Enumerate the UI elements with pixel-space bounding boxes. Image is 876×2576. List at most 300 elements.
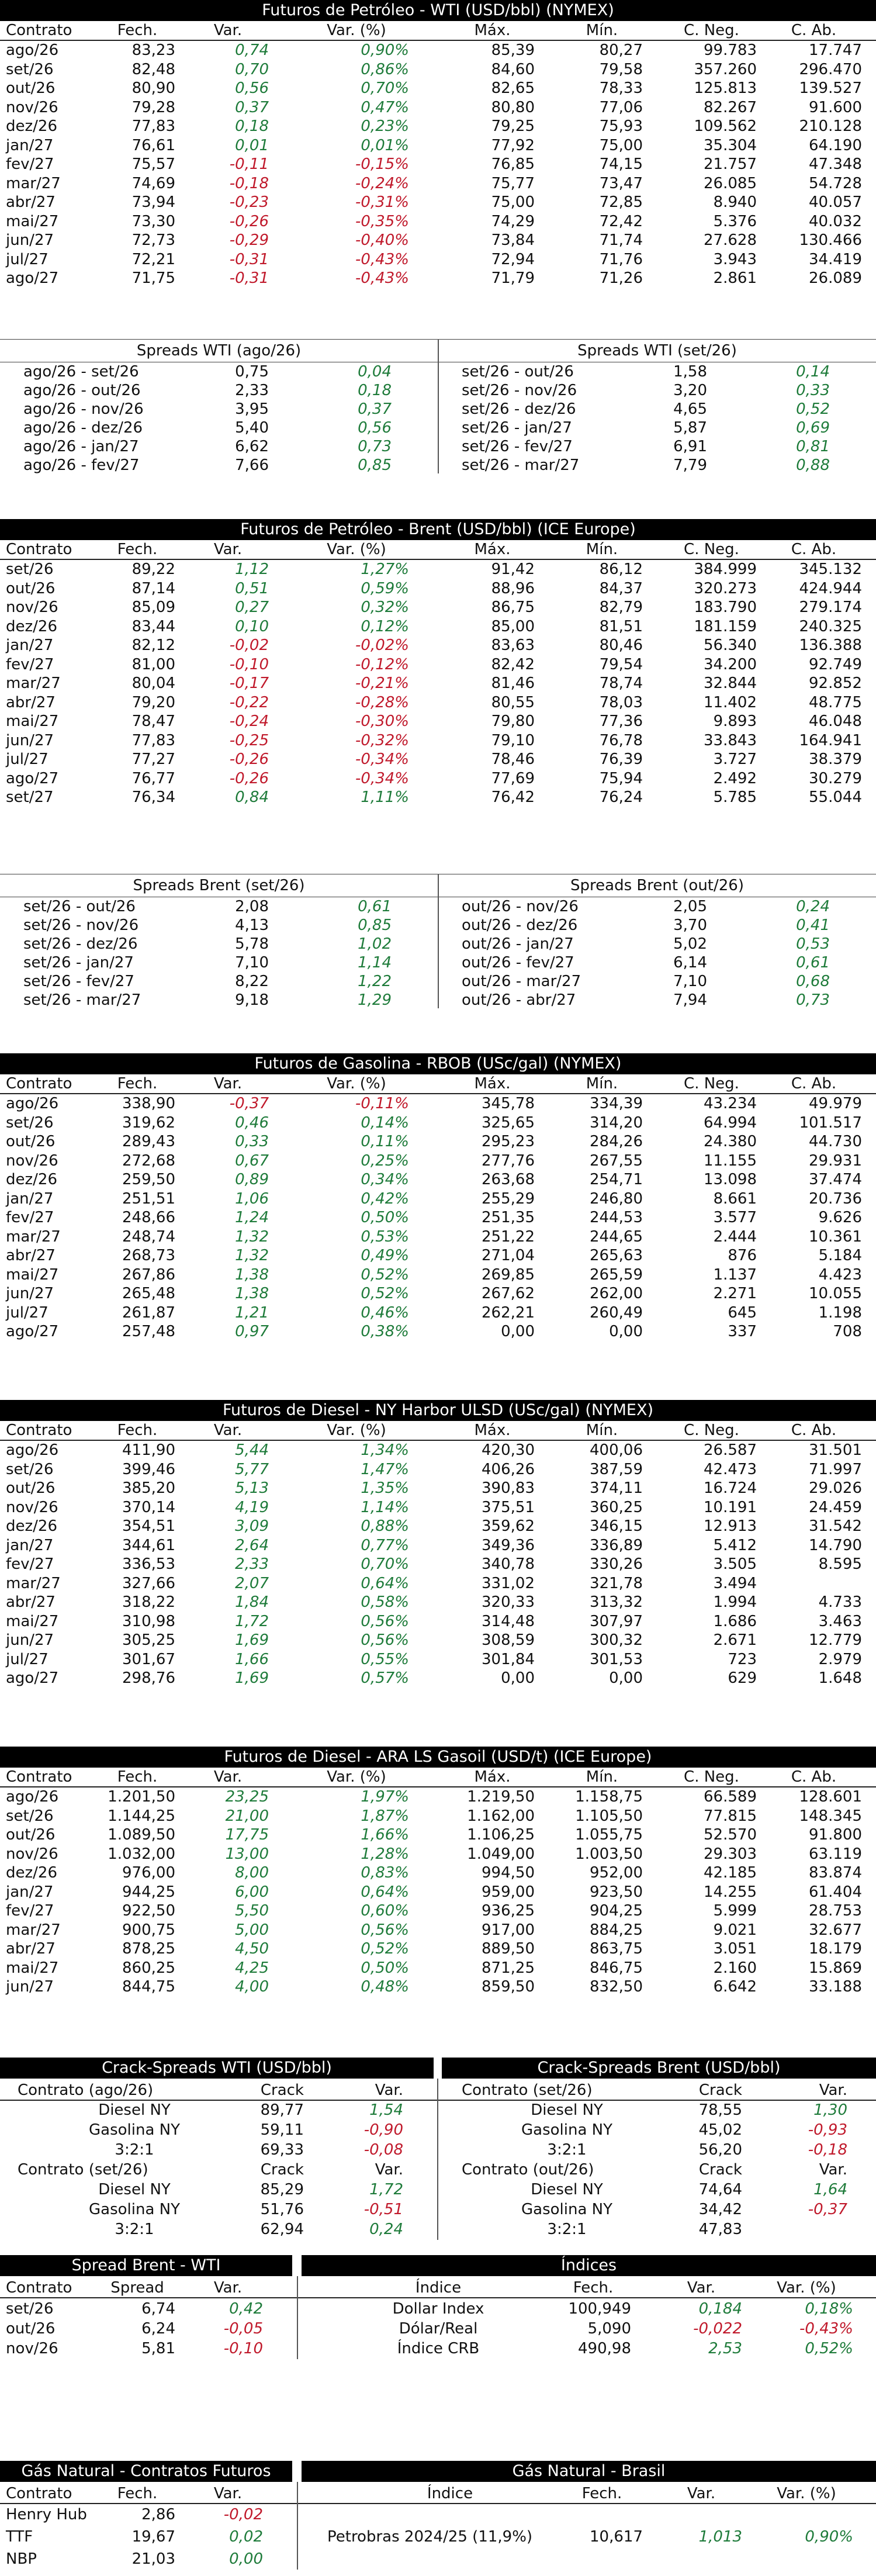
column-header: Spread <box>110 2279 164 2297</box>
cell: 3.051 <box>713 1940 757 1958</box>
cell: 0,70% <box>361 1555 409 1573</box>
cell: 77.815 <box>704 1807 757 1825</box>
cell: 1.049,00 <box>467 1845 535 1863</box>
cell: 0,46 <box>235 1114 269 1132</box>
column-header: Mín. <box>586 22 618 39</box>
cell: 12.779 <box>809 1631 862 1649</box>
table-row <box>0 1883 876 1902</box>
column-header: C. Neg. <box>684 22 739 39</box>
cell: out/26 <box>6 1826 56 1844</box>
crack-contract: Contrato (set/26) <box>462 2081 593 2099</box>
crack-title-brent: Crack-Spreads Brent (USD/bbl) <box>442 2058 876 2079</box>
cell: 277,76 <box>482 1152 535 1170</box>
cell: 0,56% <box>361 1612 409 1630</box>
cell: 1.198 <box>818 1303 862 1322</box>
cell: 0,00 <box>501 1323 535 1340</box>
cell: 0,84 <box>235 789 269 806</box>
table-row <box>0 579 876 599</box>
cell: 248,66 <box>122 1209 175 1226</box>
cell: 390,83 <box>482 1479 535 1497</box>
cell: 0,77% <box>361 1536 409 1554</box>
cell: -0,29 <box>229 231 269 249</box>
column-headers <box>0 1074 876 1094</box>
cell: 248,74 <box>122 1228 175 1246</box>
cell: 878,25 <box>122 1940 175 1958</box>
cell: 79,10 <box>491 731 535 749</box>
table-row <box>0 1631 876 1650</box>
cell: 76,24 <box>599 789 643 806</box>
spread-change: 0,81 <box>796 438 830 455</box>
cell: 314,48 <box>482 1612 535 1630</box>
cell: 83,23 <box>131 42 175 59</box>
column-header: Contrato <box>6 1075 72 1092</box>
spreads-brent <box>0 874 876 1009</box>
cell: 314,20 <box>590 1114 643 1132</box>
cell: 0,59% <box>361 579 409 597</box>
column-header: Contrato <box>6 541 72 558</box>
table-row <box>0 693 876 713</box>
cell: 15.869 <box>809 1959 862 1977</box>
cell: fev/27 <box>6 155 54 173</box>
cell: 0,60% <box>361 1902 409 1920</box>
cell: 0,01% <box>361 136 409 154</box>
table-row <box>0 231 876 250</box>
cell: 91.600 <box>809 98 862 116</box>
table-row <box>0 1574 876 1593</box>
cell: 89,22 <box>131 561 175 578</box>
crack-product: 3:2:1 <box>115 2221 154 2238</box>
futures-table-brent <box>0 519 876 807</box>
cell: 5,50 <box>235 1902 269 1920</box>
cell: 77,92 <box>491 136 535 154</box>
cell: 27.628 <box>704 231 757 249</box>
cell: 5.412 <box>713 1536 757 1554</box>
cell: 0,52% <box>361 1265 409 1284</box>
cell: 88,96 <box>491 579 535 597</box>
crack-change: -0,90 <box>363 2121 403 2139</box>
cell: jul/27 <box>6 1303 49 1322</box>
table-row <box>0 1322 876 1341</box>
crack-product: Gasolina NY <box>89 2201 180 2218</box>
cell: 1.162,00 <box>467 1807 535 1825</box>
table-row <box>0 212 876 231</box>
cell: dez/26 <box>6 117 57 135</box>
cell: nov/26 <box>6 2340 58 2357</box>
cell: 76,77 <box>131 769 175 787</box>
cell: 130.466 <box>799 231 862 249</box>
cell: 0,90% <box>361 42 409 59</box>
spread-value: 4,13 <box>235 917 269 934</box>
cell: 1,35% <box>361 1479 409 1497</box>
cell: 318,22 <box>122 1593 175 1611</box>
cell: 976,00 <box>122 1864 175 1882</box>
cell: 959,00 <box>482 1883 535 1901</box>
cell: 78,46 <box>491 751 535 768</box>
cell: 0,55% <box>361 1650 409 1668</box>
cell: 0,74 <box>235 42 269 59</box>
cell: 860,25 <box>122 1959 175 1977</box>
cell: 1,38 <box>235 1285 269 1302</box>
spread-pair: out/26 - mar/27 <box>462 973 581 990</box>
column-header: C. Neg. <box>684 1075 739 1092</box>
cell: 4,25 <box>235 1959 269 1977</box>
table-row <box>0 1208 876 1228</box>
column-header: Fech. <box>117 541 158 558</box>
cell: 337 <box>728 1323 757 1340</box>
cell: 871,25 <box>482 1959 535 1977</box>
spread-pair: out/26 - fev/27 <box>462 954 574 971</box>
column-header: Índice <box>415 2279 462 2297</box>
cell: 310,98 <box>122 1612 175 1630</box>
column-header: Var. (%) <box>777 2279 836 2297</box>
table-row <box>0 769 876 789</box>
cell: 0,53% <box>361 1228 409 1246</box>
cell: 136.388 <box>799 637 862 654</box>
column-header: Var. <box>687 2279 716 2297</box>
column-header: Fech. <box>117 1768 158 1786</box>
cell: 31.542 <box>809 1517 862 1535</box>
table-row <box>0 598 876 617</box>
cell: 76,85 <box>491 155 535 173</box>
spread-change: 0,73 <box>358 438 392 455</box>
cell: -0,25 <box>229 731 269 749</box>
cell: 0,86% <box>361 60 409 78</box>
cell: mai/27 <box>6 1265 59 1284</box>
column-header: Fech. <box>117 22 158 39</box>
cell: 279.174 <box>799 599 862 616</box>
header-row <box>0 2278 876 2298</box>
cell: 30.279 <box>809 769 862 787</box>
column-header: Máx. <box>474 22 511 39</box>
table-title: Futuros de Diesel - ARA LS Gasoil (USD/t) (ICE Europe) <box>0 1747 876 1768</box>
cell: 8.595 <box>818 1555 862 1573</box>
crack-label: Crack <box>260 2081 304 2099</box>
cell: 74,29 <box>491 212 535 230</box>
cell: 399,46 <box>122 1460 175 1478</box>
cell: -0,22 <box>229 693 269 711</box>
cell: 83,63 <box>491 637 535 654</box>
crack-change: -0,08 <box>363 2141 403 2159</box>
cell: 73,94 <box>131 193 175 211</box>
cell: 0,10 <box>235 617 269 635</box>
cell: 301,67 <box>122 1650 175 1668</box>
column-header: Máx. <box>474 541 511 558</box>
spread-value: 5,87 <box>673 419 707 437</box>
cell: 49.979 <box>809 1095 862 1112</box>
cell: 0,49% <box>361 1247 409 1264</box>
cell: 37.474 <box>809 1171 862 1188</box>
cell: 71,76 <box>599 250 643 268</box>
cell: 139.527 <box>799 79 862 97</box>
column-header: Var. (%) <box>777 2485 836 2502</box>
cell: mai/27 <box>6 713 59 730</box>
cell: 0,50% <box>361 1209 409 1226</box>
cell: nov/26 <box>6 1845 58 1863</box>
cell: 267,55 <box>590 1152 643 1170</box>
cell: 1,27% <box>361 561 409 578</box>
divider <box>297 2276 298 2359</box>
table-row <box>0 617 876 637</box>
var-label: Var. <box>375 2161 403 2179</box>
cell: 71.997 <box>809 1460 862 1478</box>
cell: abr/27 <box>6 1940 56 1958</box>
cell: 0,46% <box>361 1303 409 1322</box>
table-row <box>0 41 876 60</box>
cell: 0,23% <box>361 117 409 135</box>
cell: jan/27 <box>6 1190 54 1208</box>
spread-pair: ago/26 - jan/27 <box>23 438 139 455</box>
crack-product: 3:2:1 <box>115 2141 154 2159</box>
crack-change: 1,54 <box>369 2101 403 2119</box>
cell: 82.267 <box>704 98 757 116</box>
cell: 76,34 <box>131 789 175 806</box>
spread-change: 0,56 <box>358 419 392 437</box>
cell: 0,56% <box>361 1921 409 1939</box>
cell: mai/27 <box>6 212 59 230</box>
cell: 261,87 <box>122 1303 175 1322</box>
spread-pair: set/26 - mar/27 <box>462 457 580 474</box>
spread-change: 0,69 <box>796 419 830 437</box>
cell: 77,83 <box>131 731 175 749</box>
crack-value: 78,55 <box>698 2101 742 2119</box>
crack-change: -0,18 <box>808 2141 847 2159</box>
crack-product: Gasolina NY <box>521 2201 612 2218</box>
cell: nov/26 <box>6 1152 58 1170</box>
cell: 1,69 <box>235 1669 269 1687</box>
cell: 331,02 <box>482 1574 535 1592</box>
cell: jun/27 <box>6 731 54 749</box>
divider <box>297 2482 298 2570</box>
cell: 0,51 <box>235 579 269 597</box>
cell: 75,00 <box>599 136 643 154</box>
table-row <box>0 1977 876 1997</box>
table-row <box>0 1094 876 1114</box>
cell: 0,18 <box>235 117 269 135</box>
column-header: Contrato <box>6 22 72 39</box>
cell: 4,00 <box>235 1978 269 1996</box>
cell: -0,35% <box>355 212 409 230</box>
cell: 255,29 <box>482 1190 535 1208</box>
crack-label: Crack <box>698 2081 742 2099</box>
cell: set/27 <box>6 789 54 806</box>
cell: 0,88% <box>361 1517 409 1535</box>
column-header: Var. <box>213 2485 243 2502</box>
crack-contract: Contrato (ago/26) <box>18 2081 154 2099</box>
crack-value: 45,02 <box>698 2121 742 2139</box>
cell: 863,75 <box>590 1940 643 1958</box>
cell: 14.255 <box>704 1883 757 1901</box>
cell: 1.106,25 <box>467 1826 535 1844</box>
cell: -0,11% <box>355 1095 409 1112</box>
cell: 12.913 <box>704 1517 757 1535</box>
table-row <box>0 674 876 693</box>
cell: 20.736 <box>809 1190 862 1208</box>
cell: 74,15 <box>599 155 643 173</box>
cell: abr/27 <box>6 1247 56 1264</box>
spread-title-right: Spreads Brent (out/26) <box>570 877 744 894</box>
futures-table-wti <box>0 0 876 288</box>
cell: 19,67 <box>131 2528 175 2546</box>
cell: out/26 <box>6 2320 56 2338</box>
spread-pair: ago/26 - fev/27 <box>23 457 140 474</box>
cell: 17.747 <box>809 42 862 59</box>
cell: 5,77 <box>235 1460 269 1478</box>
cell: 91,42 <box>491 561 535 578</box>
cell: 1,69 <box>235 1631 269 1649</box>
column-header: Mín. <box>586 1075 618 1092</box>
cell: jun/27 <box>6 1978 54 1996</box>
column-header: Fech. <box>581 2485 622 2502</box>
cell: 246,80 <box>590 1190 643 1208</box>
cell: 708 <box>833 1323 862 1340</box>
cell: 1.686 <box>713 1612 757 1630</box>
cell: 164.941 <box>799 731 862 749</box>
spread-change: 0,04 <box>358 363 392 381</box>
cell: 0,38% <box>361 1323 409 1340</box>
column-header: Var. <box>687 2485 716 2502</box>
cell: 79,54 <box>599 655 643 673</box>
cell: 84,60 <box>491 60 535 78</box>
cell: mai/27 <box>6 1959 59 1977</box>
cell: ago/27 <box>6 269 59 287</box>
table-title: Futuros de Gasolina - RBOB (USc/gal) (NYMEX) <box>0 1053 876 1074</box>
cell: ago/26 <box>6 1441 59 1459</box>
cell: -0,10 <box>229 655 269 673</box>
cell: 79,80 <box>491 713 535 730</box>
cell: 0,67 <box>235 1152 269 1170</box>
cell: 1,66 <box>235 1650 269 1668</box>
cell: ago/27 <box>6 769 59 787</box>
cell: 0,89 <box>235 1171 269 1188</box>
crack-change: -0,37 <box>808 2201 847 2218</box>
cell: 1.137 <box>713 1265 757 1284</box>
cell: 79,20 <box>131 693 175 711</box>
cell: 330,26 <box>590 1555 643 1573</box>
cell: abr/27 <box>6 693 56 711</box>
cell: -0,31 <box>229 269 269 287</box>
cell: 1.219,50 <box>467 1788 535 1806</box>
cell: 23,25 <box>225 1788 269 1806</box>
cell: 0,00 <box>609 1669 643 1687</box>
spread-pair: set/26 - out/26 <box>462 363 574 381</box>
cell: 1,34% <box>361 1441 409 1459</box>
cell: 14.790 <box>809 1536 862 1554</box>
cell: 35.304 <box>704 136 757 154</box>
table-row <box>0 1669 876 1688</box>
cell: 72,73 <box>131 231 175 249</box>
cell: 884,25 <box>590 1921 643 1939</box>
crack-value: 85,29 <box>260 2181 304 2198</box>
cell: 42.185 <box>704 1864 757 1882</box>
column-header: Var. <box>213 1075 243 1092</box>
cell: 0,01 <box>235 136 269 154</box>
cell: Dólar/Real <box>399 2320 478 2338</box>
spread-pair: set/26 - dez/26 <box>23 935 138 953</box>
cell: dez/26 <box>6 1171 57 1188</box>
cell: 80,90 <box>131 79 175 97</box>
cell: 289,43 <box>122 1133 175 1150</box>
cell: 900,75 <box>122 1921 175 1939</box>
cell: 3.727 <box>713 751 757 768</box>
table-row <box>0 1132 876 1152</box>
cell: 2.979 <box>818 1650 862 1668</box>
cell: fev/27 <box>6 1555 54 1573</box>
cell: 263,68 <box>482 1171 535 1188</box>
column-header: C. Ab. <box>791 1075 837 1092</box>
cell: 411,90 <box>122 1441 175 1459</box>
cell: 832,50 <box>590 1978 643 1996</box>
cell: 101.517 <box>799 1114 862 1132</box>
cell: 3.505 <box>713 1555 757 1573</box>
cell: -0,21% <box>355 675 409 692</box>
table-row <box>0 98 876 117</box>
futures-table-rbob <box>0 1053 876 1341</box>
cell: 4.733 <box>818 1593 862 1611</box>
cell: 91.800 <box>809 1826 862 1844</box>
cell: 73,84 <box>491 231 535 249</box>
cell: set/26 <box>6 60 54 78</box>
cell: 0,00 <box>501 1669 535 1687</box>
cell: 1,11% <box>361 789 409 806</box>
crack-contract: Contrato (out/26) <box>462 2161 594 2179</box>
cell: 79,28 <box>131 98 175 116</box>
cell: 1,32 <box>235 1228 269 1246</box>
cell: 81,51 <box>599 617 643 635</box>
cell: 0,47% <box>361 98 409 116</box>
cell: 254,71 <box>590 1171 643 1188</box>
spread-pair: out/26 - dez/26 <box>462 917 578 934</box>
cell: ago/26 <box>6 1788 59 1806</box>
cell: 210.128 <box>799 117 862 135</box>
cell: 82,42 <box>491 655 535 673</box>
cell: 100,949 <box>568 2300 631 2318</box>
cell: 80,55 <box>491 693 535 711</box>
cell: 349,36 <box>482 1536 535 1554</box>
spread-change: 0,33 <box>796 382 830 399</box>
cell: 1.994 <box>713 1593 757 1611</box>
cell: 0,12% <box>361 617 409 635</box>
column-header: C. Neg. <box>684 1422 739 1439</box>
table-title: Futuros de Petróleo - Brent (USD/bbl) (ICE Europe) <box>0 519 876 540</box>
spread-value: 7,79 <box>673 457 707 474</box>
spread-change: 0,37 <box>358 400 392 418</box>
cell: 75,57 <box>131 155 175 173</box>
cell: 271,04 <box>482 1247 535 1264</box>
spread-value: 7,10 <box>235 954 269 971</box>
cell: 265,59 <box>590 1265 643 1284</box>
cell: 406,26 <box>482 1460 535 1478</box>
cell: 267,86 <box>122 1265 175 1284</box>
table-row <box>0 1284 876 1303</box>
spreads-wti <box>0 339 876 475</box>
cell: -0,26 <box>229 769 269 787</box>
spread-pair: ago/26 - set/26 <box>23 363 139 381</box>
cell: 922,50 <box>122 1902 175 1920</box>
cell: 76,78 <box>599 731 643 749</box>
table-row <box>0 1517 876 1536</box>
cell: 17,75 <box>225 1826 269 1844</box>
cell: 77,06 <box>599 98 643 116</box>
cell: 13.098 <box>704 1171 757 1188</box>
cell: 21,03 <box>131 2550 175 2568</box>
cell: dez/26 <box>6 617 57 635</box>
spread-value: 0,75 <box>235 363 269 381</box>
var-label: Var. <box>819 2161 847 2179</box>
cell: 2.444 <box>713 1228 757 1246</box>
spread-value: 3,20 <box>673 382 707 399</box>
table-row <box>0 1228 876 1247</box>
table-row <box>0 79 876 98</box>
